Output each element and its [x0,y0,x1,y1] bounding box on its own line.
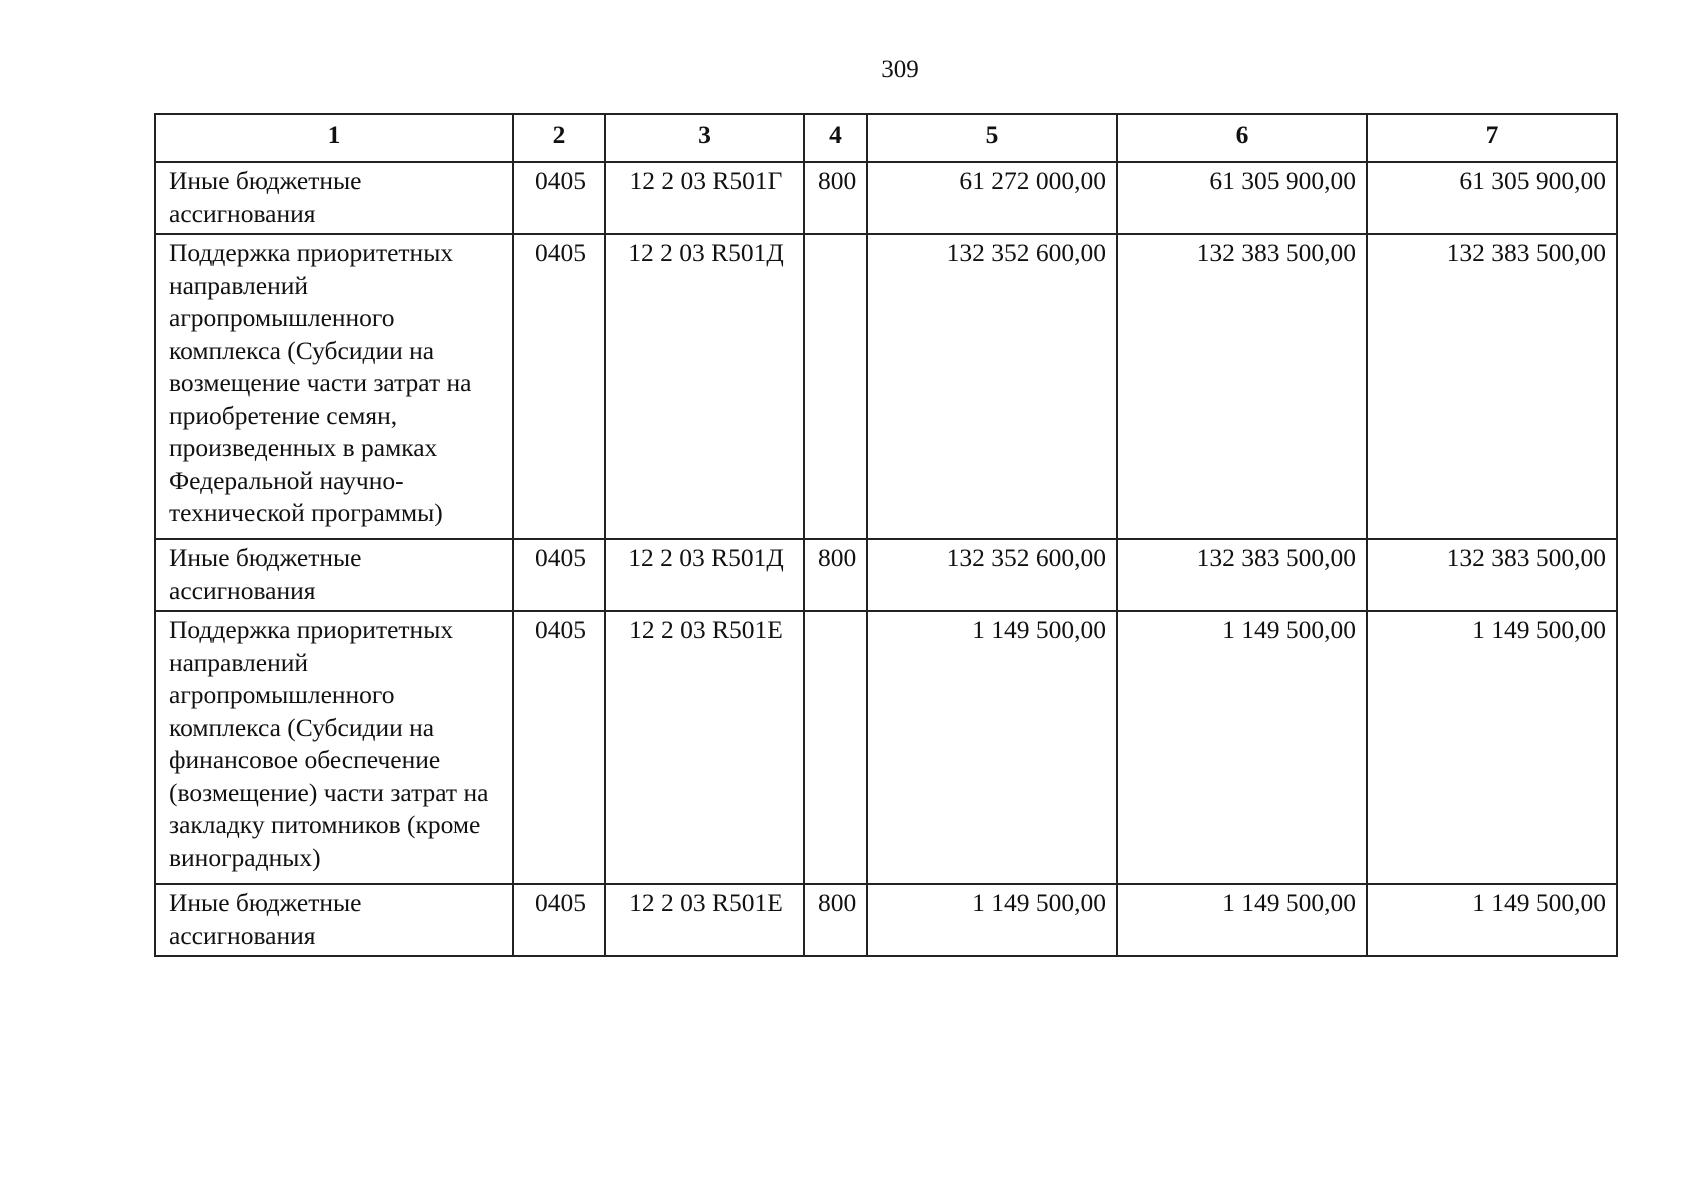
column-header-2: 2 [513,114,605,162]
column-header-4: 4 [804,114,867,162]
table-header-row [155,114,1617,162]
section-code: 0405 [513,162,605,234]
target-article-code: 12 2 03 R501Г [605,162,804,234]
table-row [155,884,1617,956]
column-header-7: 7 [1367,114,1617,162]
table-row [155,539,1617,611]
item-name: Поддержка приоритетных направлений агропромышленного комплекса (Субсидии на финансовое обеспечение (возмещение) части затрат на закладку питомников (кроме виноградных) [155,611,513,884]
table-row [155,611,1617,884]
amount-col6: 132 383 500,00 [1117,539,1367,611]
budget-table [154,113,1618,957]
amount-col5: 1 149 500,00 [867,611,1117,884]
target-article-code: 12 2 03 R501Е [605,611,804,884]
item-name: Иные бюджетные ассигнования [155,884,513,956]
amount-col6: 61 305 900,00 [1117,162,1367,234]
amount-col6: 132 383 500,00 [1117,234,1367,539]
column-header-5: 5 [867,114,1117,162]
section-code: 0405 [513,234,605,539]
item-name: Поддержка приоритетных направлений агропромышленного комплекса (Субсидии на возмещение части затрат на приобретение семян, произведенных в рамках Федеральной научно-технической программы) [155,234,513,539]
amount-col6: 1 149 500,00 [1117,884,1367,956]
amount-col5: 132 352 600,00 [867,234,1117,539]
expense-type-code: 800 [804,162,867,234]
amount-col5: 132 352 600,00 [867,539,1117,611]
table-row [155,234,1617,539]
column-header-6: 6 [1117,114,1367,162]
amount-col5: 1 149 500,00 [867,884,1117,956]
column-header-3: 3 [605,114,804,162]
target-article-code: 12 2 03 R501Е [605,884,804,956]
amount-col7: 61 305 900,00 [1367,162,1617,234]
expense-type-code [804,234,867,539]
expense-type-code: 800 [804,539,867,611]
table-row [155,162,1617,234]
column-header-1: 1 [155,114,513,162]
section-code: 0405 [513,539,605,611]
amount-col7: 1 149 500,00 [1367,884,1617,956]
amount-col6: 1 149 500,00 [1117,611,1367,884]
target-article-code: 12 2 03 R501Д [605,234,804,539]
page-number: 309 [881,56,919,83]
item-name: Иные бюджетные ассигнования [155,162,513,234]
expense-type-code: 800 [804,884,867,956]
target-article-code: 12 2 03 R501Д [605,539,804,611]
section-code: 0405 [513,611,605,884]
amount-col5: 61 272 000,00 [867,162,1117,234]
amount-col7: 132 383 500,00 [1367,539,1617,611]
amount-col7: 132 383 500,00 [1367,234,1617,539]
amount-col7: 1 149 500,00 [1367,611,1617,884]
item-name: Иные бюджетные ассигнования [155,539,513,611]
section-code: 0405 [513,884,605,956]
expense-type-code [804,611,867,884]
